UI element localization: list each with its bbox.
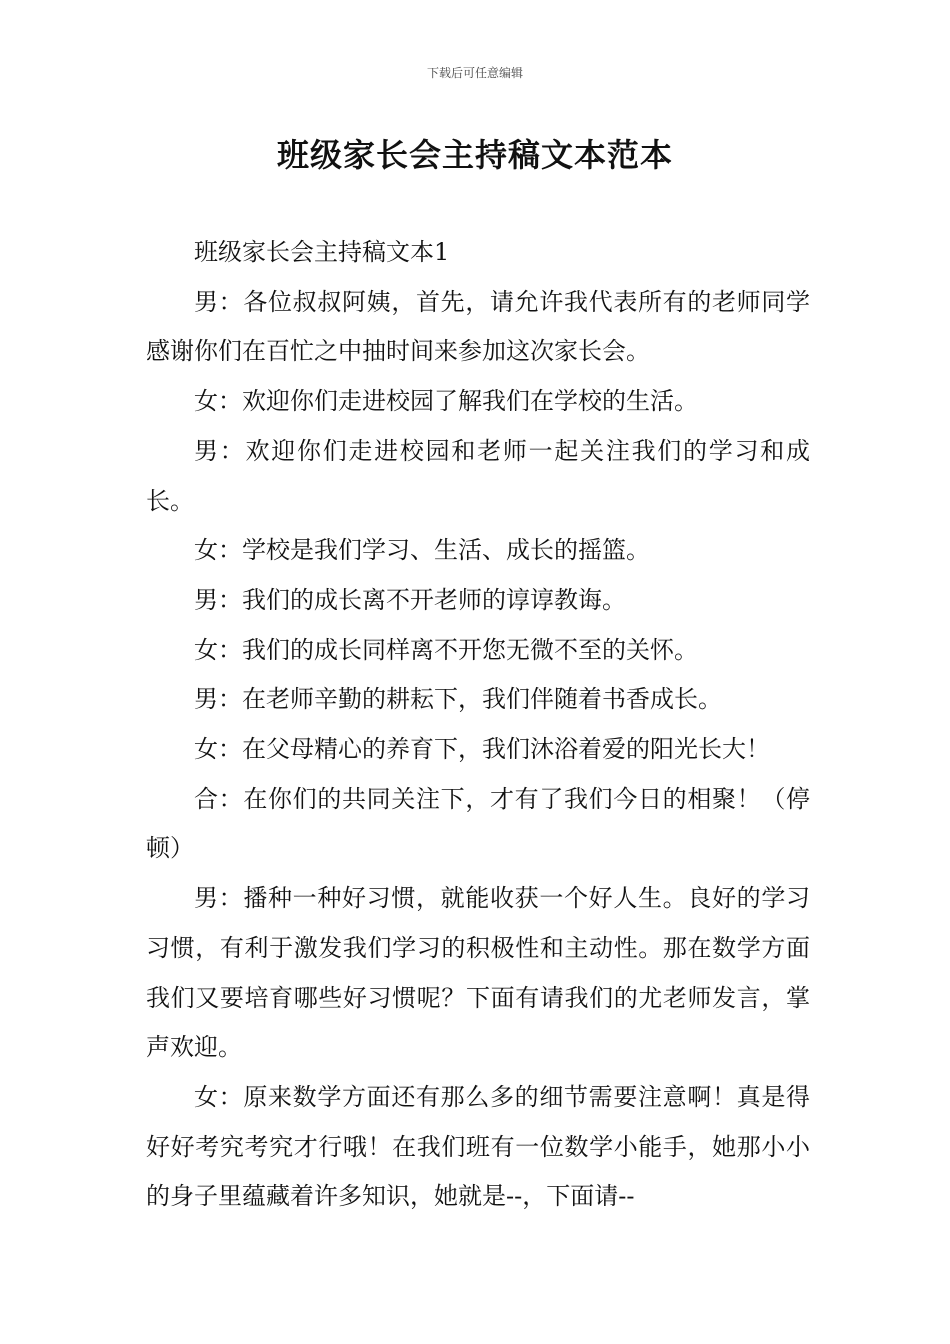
paragraph: 合：在你们的共同关注下，才有了我们今日的相聚！（停顿）	[146, 784, 810, 863]
paragraph: 女：我们的成长同样离不开您无微不至的关怀。	[194, 635, 698, 664]
paragraph: 女：在父母精心的养育下，我们沐浴着爱的阳光长大！	[194, 735, 770, 764]
paragraph: 男：欢迎你们走进校园和老师一起关注我们的学习和成长。	[146, 436, 810, 515]
document-title: 班级家长会主持稿文本范本	[276, 136, 673, 174]
section-heading: 班级家长会主持稿文本1	[194, 238, 450, 266]
paragraph: 男：我们的成长离不开老师的谆谆教诲。	[194, 585, 626, 614]
paragraph: 女：原来数学方面还有那么多的细节需要注意啊！真是得好好考究考究才行哦！在我们班有一位数学小能手，她那小小的身子里蕴藏着许多知识，她就是--，下面请--	[146, 1082, 810, 1211]
paragraph: 男：在老师辛勤的耕耘下，我们伴随着书香成长。	[194, 685, 722, 714]
paragraph: 女：欢迎你们走进校园了解我们在学校的生活。	[194, 387, 698, 416]
paragraph: 男：播种一种好习惯，就能收获一个好人生。良好的学习习惯，有利于激发我们学习的积极性和主动性。那在数学方面我们又要培育哪些好习惯呢？下面有请我们的尤老师发言，掌声欢迎。	[146, 884, 810, 1062]
header-note: 下载后可任意编辑	[426, 66, 523, 80]
document-body	[146, 228, 810, 1222]
paragraph: 女：学校是我们学习、生活、成长的摇篮。	[194, 536, 650, 565]
paragraph: 男：各位叔叔阿姨，首先，请允许我代表所有的老师同学感谢你们在百忙之中抽时间来参加这次家长会。	[146, 287, 810, 366]
